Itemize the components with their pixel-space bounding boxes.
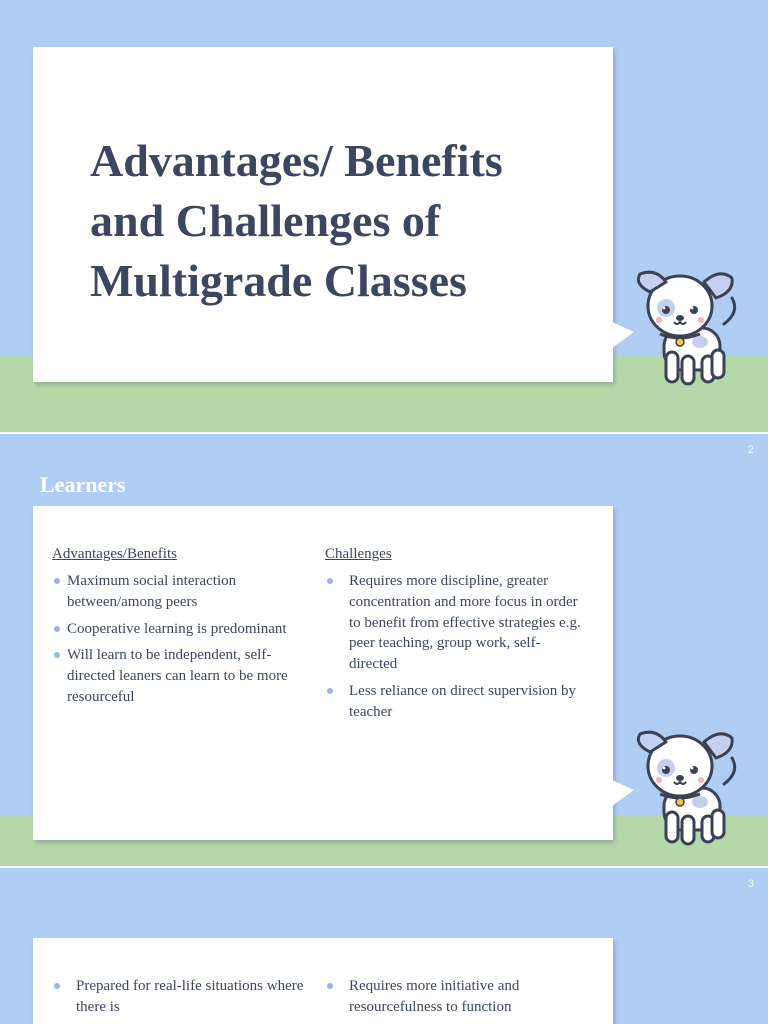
challenges-column [325, 546, 583, 729]
list-item: Requires more initiative and resourcefulness to function [325, 976, 583, 1018]
advantages-column [52, 546, 310, 714]
advantages-list [52, 976, 310, 1018]
slide-2 [0, 434, 768, 866]
challenges-heading: Challenges [325, 546, 392, 562]
advantages-heading: Advantages/Benefits [52, 546, 177, 562]
advantages-list [52, 571, 310, 708]
puppy-mascot-icon [630, 722, 742, 850]
list-item: Requires more discipline, greater concentration and more focus in order to benefit from effective strategies e.g. peer teaching, group work, self-directed [325, 571, 583, 675]
slide-title: Advantages/ Benefits and Challenges of Multigrade Classes [90, 135, 503, 306]
title-card [33, 47, 613, 382]
list-item: Less reliance on direct supervision by teacher [325, 681, 583, 723]
slide-number: 3 [747, 878, 754, 890]
content-card [33, 938, 613, 1024]
challenges-list [325, 976, 583, 1018]
advantages-column [52, 976, 310, 1024]
slide-1 [0, 0, 768, 432]
section-title: Learners [40, 472, 126, 497]
slide-number: 2 [747, 444, 754, 456]
list-item: Prepared for real-life situations where there is [52, 976, 310, 1018]
list-item: Will learn to be independent, self-directed leaners can learn to be more resourceful [52, 645, 310, 707]
content-card [33, 506, 613, 840]
puppy-mascot-icon [630, 262, 742, 390]
slide-3 [0, 868, 768, 1024]
list-item: Cooperative learning is predominant [52, 619, 310, 640]
challenges-column [325, 976, 583, 1024]
challenges-list [325, 571, 583, 723]
list-item: Maximum social interaction between/among peers [52, 571, 310, 613]
